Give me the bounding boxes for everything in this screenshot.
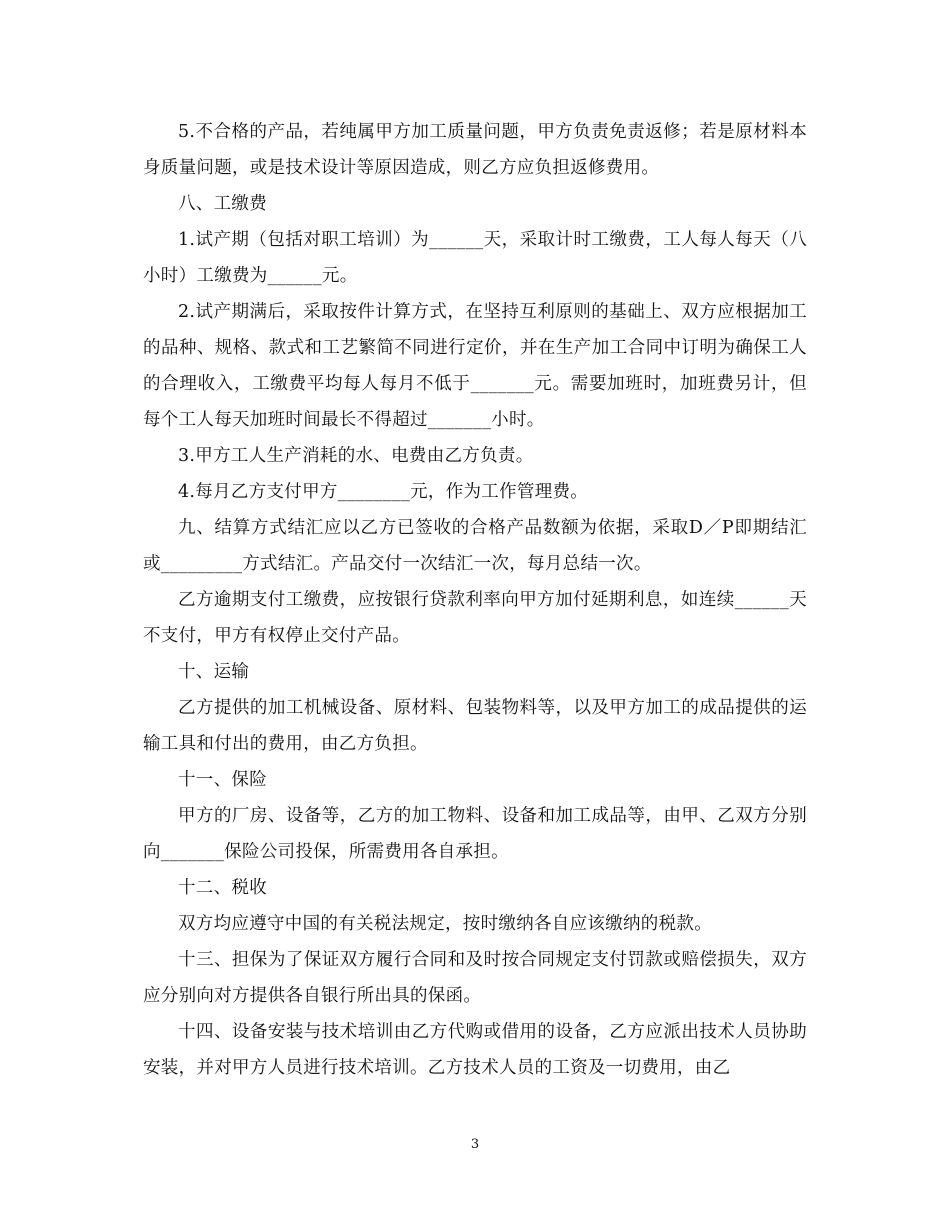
clause-8-item-3: 3.甲方工人生产消耗的水、电费由乙方负责。: [178, 446, 534, 466]
clause-7-item-5: 5.不合格的产品，若纯属甲方加工质量问题，甲方负责免责返修；若是原材料本身质量问题，或是技术设计等原因造成，则乙方应负担返修费用。: [143, 122, 807, 178]
section-12-tax: 双方均应遵守中国的有关税法规定，按时缴纳各自应该缴纳的税款。: [178, 914, 712, 934]
section-10-transport: 乙方提供的加工机械设备、原材料、包装物料等，以及甲方加工的成品提供的运输工具和付出的费用，由乙方负担。: [143, 698, 807, 754]
section-heading-11: 十一、保险: [178, 770, 267, 790]
clause-8-item-2: 2.试产期满后，采取按件计算方式，在坚持互利原则的基础上、双方应根据加工的品种、规格、款式和工艺繁简不同进行定价，并在生产加工合同中订明为确保工人的合理收入，工缴费平均每人每月不低于_______元。需要加班时，加班费另计，但每个工人每天加班时间最长不得超过_______小时。: [143, 302, 807, 430]
section-9-late-payment: 乙方逾期支付工缴费，应按银行贷款利率向甲方加付延期利息，如连续______天不支付，甲方有权停止交付产品。: [143, 590, 807, 646]
section-14-installation: 十四、设备安装与技术培训由乙方代购或借用的设备，乙方应派出技术人员协助安装，并对甲方人员进行技术培训。乙方技术人员的工资及一切费用，由乙: [143, 1022, 807, 1078]
clause-8-item-1: 1.试产期（包括对职工培训）为______天，采取计时工缴费，工人每人每天（八小时）工缴费为______元。: [143, 230, 807, 286]
section-13-guarantee: 十三、担保为了保证双方履行合同和及时按合同规定支付罚款或赔偿损失，双方应分别向对方提供各自银行所出具的保函。: [143, 950, 807, 1006]
section-9-settlement: 九、结算方式结汇应以乙方已签收的合格产品数额为依据，采取D／P即期结汇或_________方式结汇。产品交付一次结汇一次，每月总结一次。: [143, 518, 807, 574]
page-number: 3: [470, 1137, 480, 1152]
document-body: [143, 114, 807, 1086]
clause-8-item-4: 4.每月乙方支付甲方________元，作为工作管理费。: [178, 482, 589, 502]
section-heading-8: 八、工缴费: [178, 194, 267, 214]
section-11-insurance: 甲方的厂房、设备等，乙方的加工物料、设备和加工成品等，由甲、乙双方分别向_______保险公司投保，所需费用各自承担。: [143, 806, 807, 862]
section-heading-12: 十二、税收: [178, 878, 267, 898]
section-heading-10: 十、运输: [178, 662, 250, 682]
